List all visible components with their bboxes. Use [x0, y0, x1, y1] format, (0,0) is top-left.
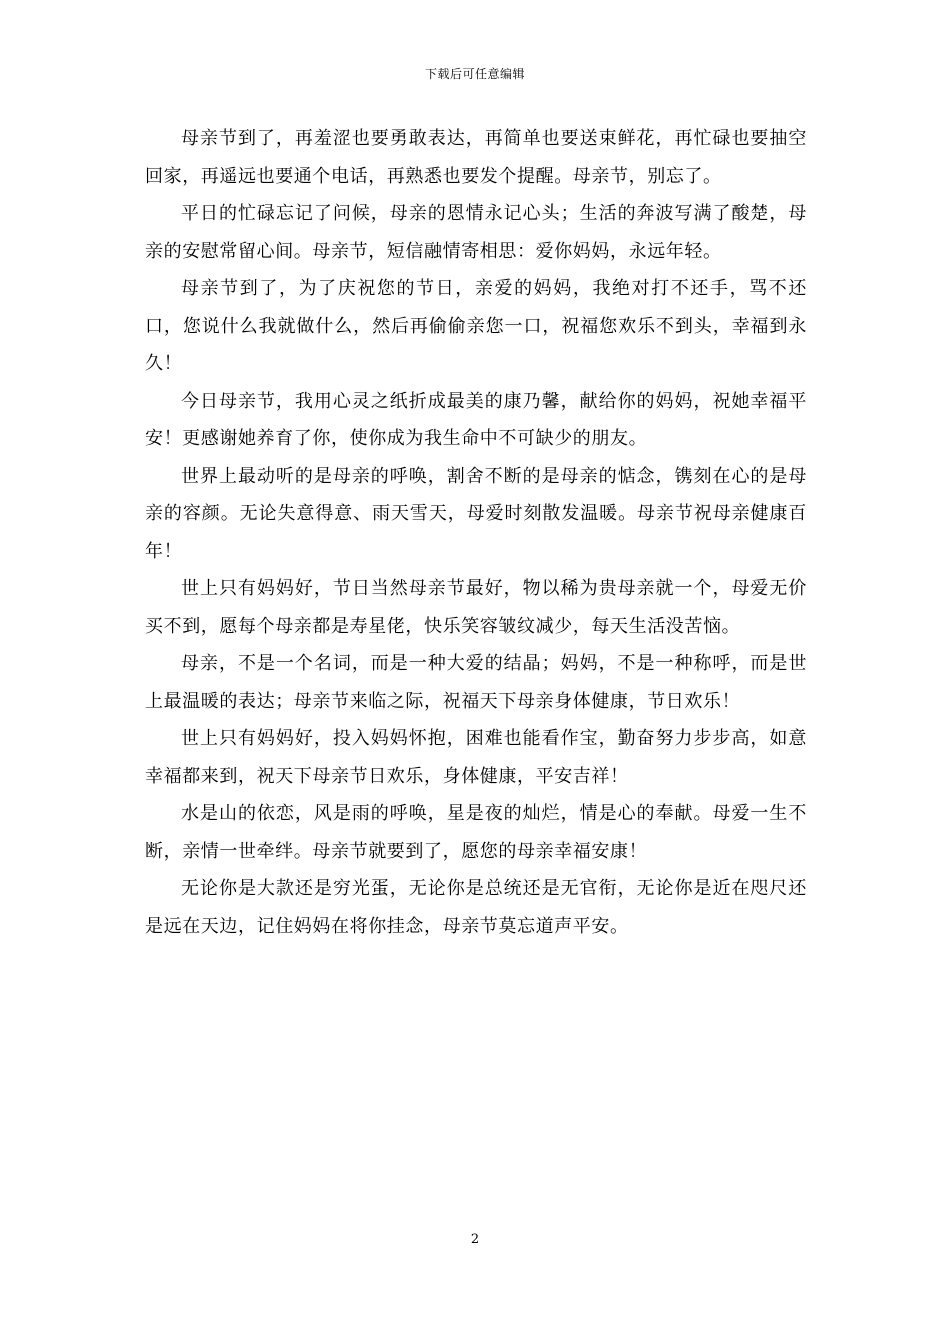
paragraph-1: 母亲节到了，再羞涩也要勇敢表达，再简单也要送束鲜花，再忙碌也要抽空回家，再遥远也要通个电话，再熟悉也要发个提醒。母亲节，别忘了。: [145, 128, 807, 187]
paragraph-5: 世界上最动听的是母亲的呼唤，割舍不断的是母亲的惦念，镌刻在心的是母亲的容颜。无论失意得意、雨天雪天，母爱时刻散发温暖。母亲节祝母亲健康百年！: [145, 465, 807, 562]
paragraph-7: 母亲，不是一个名词，而是一种大爱的结晶；妈妈，不是一种称呼，而是世上最温暖的表达；母亲节来临之际，祝福天下母亲身体健康，节日欢乐！: [145, 653, 807, 712]
paragraph-10: 无论你是大款还是穷光蛋，无论你是总统还是无官衔，无论你是近在咫尺还是远在天边，记住妈妈在将你挂念，母亲节莫忘道声平安。: [145, 878, 807, 937]
paragraph-4: 今日母亲节，我用心灵之纸折成最美的康乃馨，献给你的妈妈，祝她幸福平安！更感谢她养育了你，使你成为我生命中不可缺少的朋友。: [145, 390, 807, 449]
paragraph-8: 世上只有妈妈好，投入妈妈怀抱，困难也能看作宝，勤奋努力步步高，如意幸福都来到，祝天下母亲节日欢乐，身体健康，平安吉祥！: [145, 728, 807, 787]
paragraph-6: 世上只有妈妈好，节日当然母亲节最好，物以稀为贵母亲就一个，母爱无价买不到，愿每个母亲都是寿星佬，快乐笑容皱纹减少，每天生活没苦恼。: [145, 578, 807, 637]
paragraph-9: 水是山的依恋，风是雨的呼唤，星是夜的灿烂，情是心的奉献。母爱一生不断，亲情一世牵绊。母亲节就要到了，愿您的母亲幸福安康！: [145, 803, 807, 862]
paragraph-2: 平日的忙碌忘记了问候，母亲的恩情永记心头；生活的奔波写满了酸楚，母亲的安慰常留心间。母亲节，短信融情寄相思：爱你妈妈，永远年轻。: [145, 203, 807, 262]
page-number: 2: [470, 1232, 480, 1247]
document-body: [145, 120, 807, 945]
paragraph-3: 母亲节到了，为了庆祝您的节日，亲爱的妈妈，我绝对打不还手，骂不还口，您说什么我就做什么，然后再偷偷亲您一口，祝福您欢乐不到头，幸福到永久！: [145, 278, 807, 374]
page-header: 下载后可任意编辑: [424, 67, 525, 81]
